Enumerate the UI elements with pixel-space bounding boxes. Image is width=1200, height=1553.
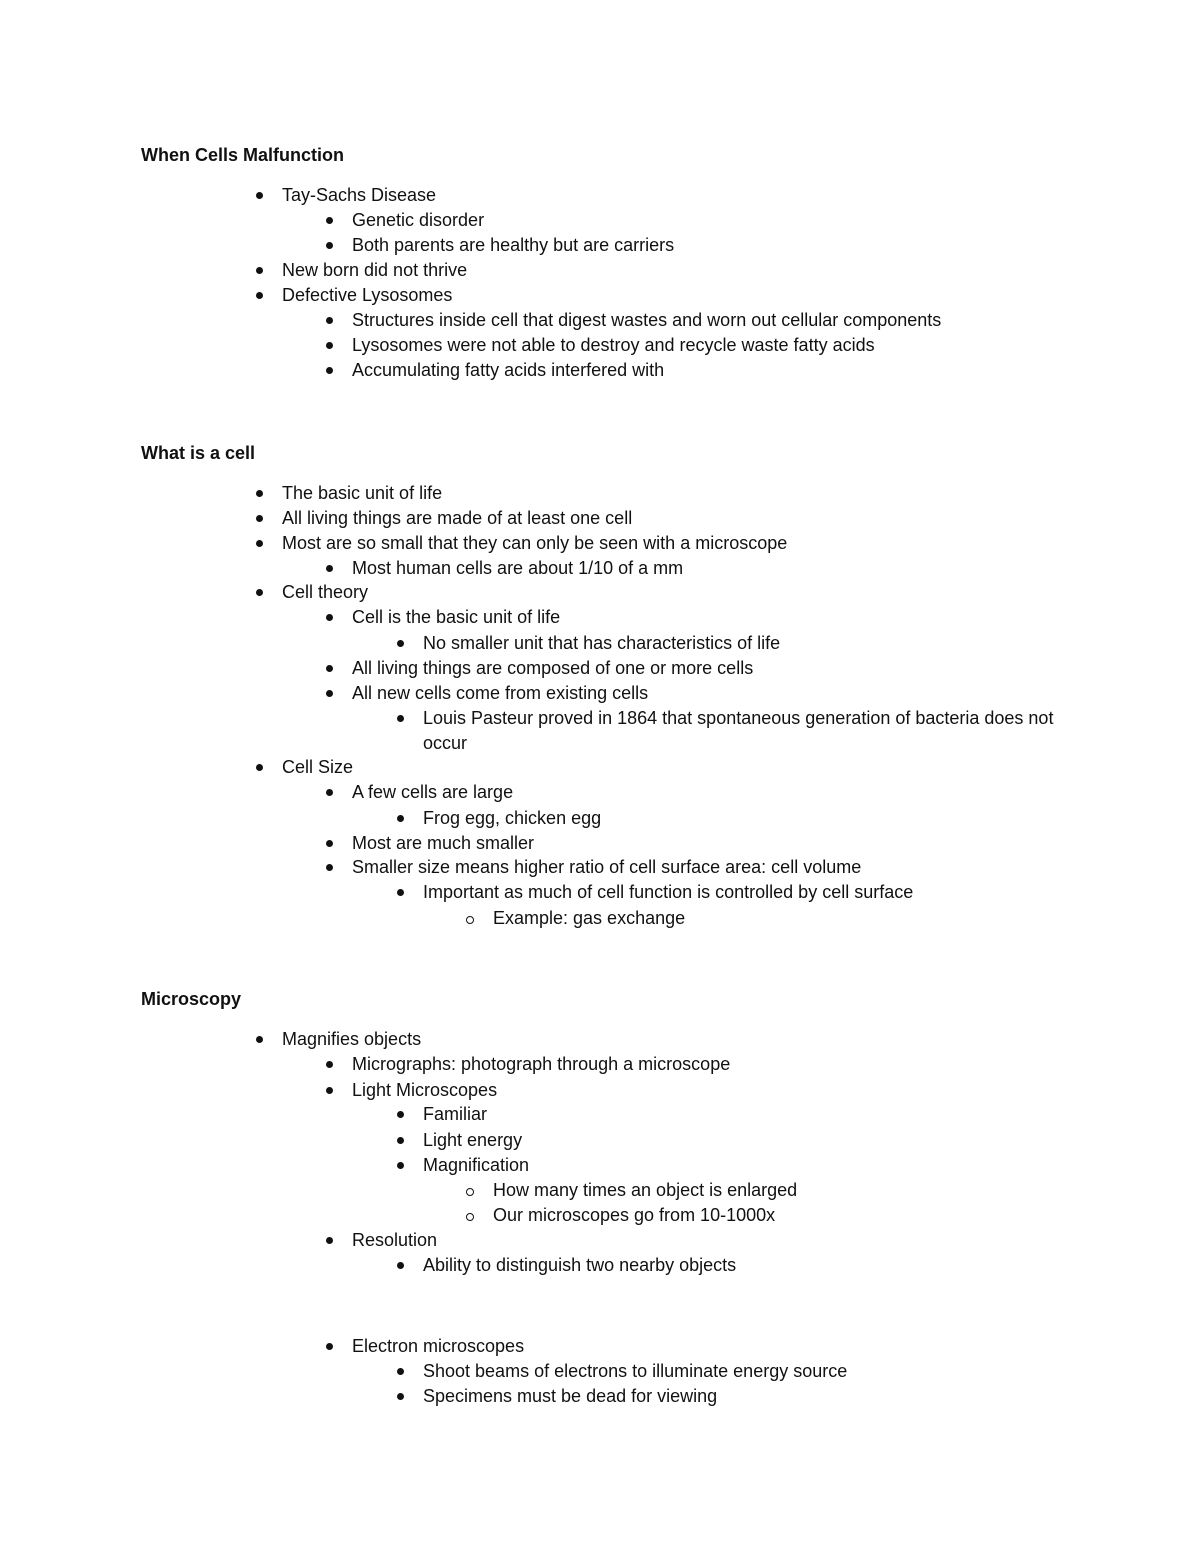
bullet-disc-icon [390,1128,410,1144]
bullet-disc-icon [390,880,410,896]
list-item: Frog egg, chicken egg [423,806,601,831]
list-item: No smaller unit that has characteristics of life [423,631,780,656]
bullet-disc-icon [249,506,269,522]
bullet-disc-icon [390,806,410,822]
bullet-disc-icon [390,1153,410,1169]
bullet-disc-icon [390,1253,410,1269]
bullet-disc-icon [319,1052,339,1068]
list-item: Louis Pasteur proved in 1864 that spontaneous generation of bacteria does not occur [423,706,1063,756]
list-item: Both parents are healthy but are carriers [352,233,674,258]
list-item: Most are much smaller [352,831,534,856]
bullet-circle-icon [460,1203,480,1221]
list-item: Magnification [423,1153,529,1178]
list-item: Genetic disorder [352,208,484,233]
list-item: Cell is the basic unit of life [352,605,560,630]
bullet-disc-icon [319,1078,339,1094]
list-item: Light Microscopes [352,1078,497,1103]
list-item: Familiar [423,1102,487,1127]
list-item: Specimens must be dead for viewing [423,1384,717,1409]
bullet-disc-icon [390,631,410,647]
bullet-disc-icon [319,831,339,847]
section-heading-when-cells-malfunction: When Cells Malfunction [141,145,345,165]
list-item: Electron microscopes [352,1334,524,1359]
bullet-disc-icon [249,531,269,547]
bullet-disc-icon [319,681,339,697]
list-item: All new cells come from existing cells [352,681,648,706]
bullet-disc-icon [319,333,339,349]
bullet-circle-icon [460,906,480,924]
list-item: Shoot beams of electrons to illuminate energy source [423,1359,847,1384]
bullet-disc-icon [319,855,339,871]
list-item: Defective Lysosomes [282,283,452,308]
bullet-circle-icon [460,1178,480,1196]
list-item: Light energy [423,1128,522,1153]
list-item: Most human cells are about 1/10 of a mm [352,556,683,581]
list-item: A few cells are large [352,780,513,805]
bullet-disc-icon [319,233,339,249]
bullet-disc-icon [249,258,269,274]
bullet-disc-icon [319,556,339,572]
bullet-disc-icon [319,780,339,796]
bullet-disc-icon [249,580,269,596]
list-item: Micrographs: photograph through a microscope [352,1052,730,1077]
bullet-disc-icon [390,1102,410,1118]
bullet-disc-icon [390,1359,410,1375]
list-item: All living things are composed of one or more cells [352,656,753,681]
bullet-disc-icon [249,183,269,199]
list-item: Cell Size [282,755,353,780]
list-item: Important as much of cell function is controlled by cell surface [423,880,913,905]
list-item: Most are so small that they can only be seen with a microscope [282,531,787,556]
list-item: Smaller size means higher ratio of cell surface area: cell volume [352,855,861,880]
section-heading-microscopy: Microscopy [141,989,242,1009]
bullet-disc-icon [249,283,269,299]
list-item: Example: gas exchange [493,906,685,931]
bullet-disc-icon [319,605,339,621]
bullet-disc-icon [319,308,339,324]
list-item: The basic unit of life [282,481,442,506]
bullet-disc-icon [319,1334,339,1350]
bullet-disc-icon [249,755,269,771]
list-item: All living things are made of at least one cell [282,506,632,531]
list-item: Accumulating fatty acids interfered with [352,358,664,383]
bullet-disc-icon [319,358,339,374]
bullet-disc-icon [249,481,269,497]
list-item: Our microscopes go from 10-1000x [493,1203,775,1228]
list-item: Ability to distinguish two nearby objects [423,1253,736,1278]
list-item: Resolution [352,1228,437,1253]
list-item: Cell theory [282,580,368,605]
bullet-disc-icon [249,1027,269,1043]
list-item: Magnifies objects [282,1027,421,1052]
section-heading-what-is-a-cell: What is a cell [141,443,256,463]
list-item: How many times an object is enlarged [493,1178,797,1203]
list-item: Lysosomes were not able to destroy and recycle waste fatty acids [352,333,875,358]
bullet-disc-icon [319,1228,339,1244]
list-item: New born did not thrive [282,258,467,283]
bullet-disc-icon [390,706,410,722]
list-item: Structures inside cell that digest wastes and worn out cellular components [352,308,941,333]
bullet-disc-icon [390,1384,410,1400]
bullet-disc-icon [319,656,339,672]
bullet-disc-icon [319,208,339,224]
list-item: Tay-Sachs Disease [282,183,436,208]
